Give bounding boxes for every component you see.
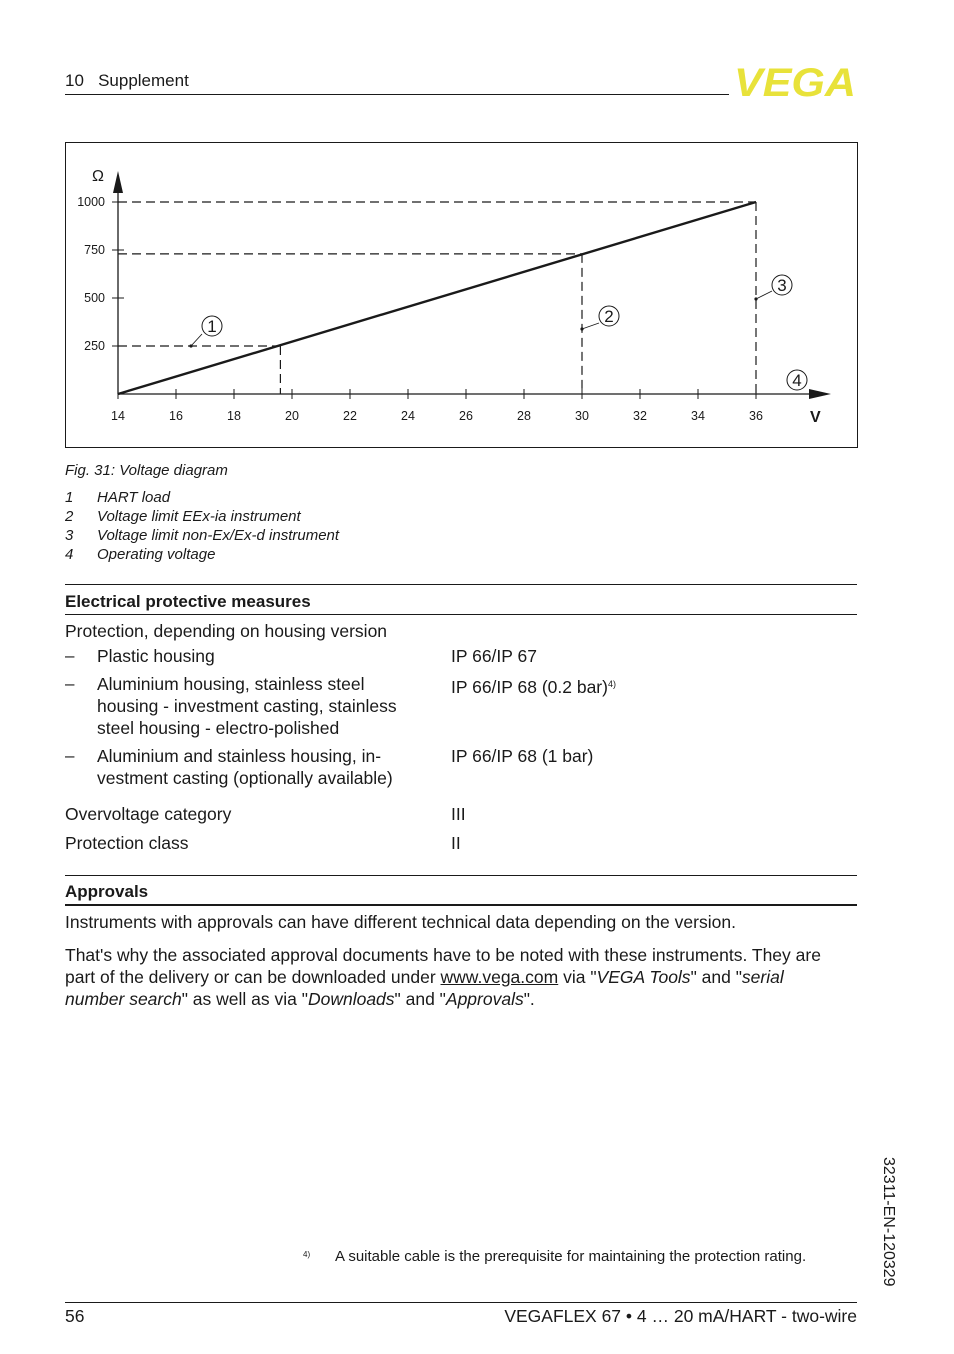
plastic-housing-label: Plastic housing: [97, 646, 215, 666]
dash-bullet: –: [65, 674, 75, 693]
footnote-text: A suitable cable is the prerequisite for maintaining the protection rating.: [335, 1248, 807, 1265]
approvals-paragraph-1: Instruments with approvals can have different technical data depending on the version.: [65, 912, 736, 932]
alu-ss-housing-label: Aluminium and stainless housing, in- vestment casting (optionally available): [97, 746, 393, 788]
x-tick-label: 32: [633, 409, 647, 423]
callout-label: 4: [792, 371, 802, 390]
protection-label: Protection, depending on housing version: [65, 621, 388, 641]
alu-housing-label: Aluminium housing, stainless steel housing - investment casting, stainless steel housing - electro-polished: [97, 674, 397, 738]
legend-item: 3 Voltage limit non-Ex/Ex-d instrument: [65, 527, 340, 544]
callout-dot: [580, 327, 583, 330]
callout-label: 2: [604, 307, 614, 326]
x-tick-label: 18: [227, 409, 241, 423]
footer-rule: [65, 1302, 857, 1303]
x-tick-label: 16: [169, 409, 183, 423]
load-line: [118, 202, 756, 394]
plastic-housing-value: IP 66/IP 67: [451, 646, 537, 666]
x-tick-label: 22: [343, 409, 357, 423]
x-axis-arrow: [809, 389, 831, 399]
document-number: 32311-EN-120329: [880, 1157, 897, 1287]
overvoltage-label: Overvoltage category: [65, 804, 232, 824]
protection-class-label: Protection class: [65, 833, 189, 853]
y-tick-label: 250: [84, 339, 105, 353]
x-tick-label: 20: [285, 409, 299, 423]
y-axis-label: Ω: [92, 168, 104, 185]
header-rule: [65, 94, 729, 95]
protection-class-value: II: [451, 833, 461, 853]
alu-ss-housing-value: IP 66/IP 68 (1 bar): [451, 746, 594, 766]
callout-label: 1: [207, 317, 217, 336]
page-number: 56: [65, 1306, 85, 1326]
y-tick-label: 500: [84, 291, 105, 305]
callout-dot: [754, 297, 757, 300]
voltage-chart: [66, 143, 856, 447]
approvals-title: Approvals: [65, 882, 149, 901]
section-rule: [65, 614, 857, 615]
legend-item: 1 HART load: [65, 489, 171, 506]
vega-logo: [733, 63, 858, 99]
x-tick-label: 36: [749, 409, 763, 423]
dash-bullet: –: [65, 746, 75, 765]
alu-housing-value: IP 66/IP 68 (0.2 bar)$^{4)}$: [451, 677, 616, 697]
callout-leader: [756, 291, 772, 299]
approvals-paragraph-2: That's why the associated approval documents have to be noted with these instruments. They are part of the delivery or can be downloaded under www.vega.com via "VEGA Tools" and "serial number search" as well as via "Downloads" and "Approvals".: [65, 945, 821, 1009]
y-axis-arrow: [113, 171, 123, 193]
dash-bullet: –: [65, 646, 75, 665]
section-heading: 10 Supplement: [65, 71, 189, 90]
section-rule: [65, 904, 857, 906]
callout-leader: [191, 334, 202, 346]
callout-label: 3: [777, 276, 787, 295]
figure-caption: Fig. 31: Voltage diagram: [65, 462, 228, 479]
product-name: VEGAFLEX 67 • 4 … 20 mA/HART - two-wire: [504, 1306, 857, 1326]
figure-legend: [65, 488, 339, 564]
vega-logo-text: VEGA: [734, 63, 856, 99]
footnote-ref: 4): [607, 679, 616, 689]
x-tick-label: 30: [575, 409, 589, 423]
legend-item: 2 Voltage limit EEx-ia instrument: [65, 508, 301, 525]
y-tick-label: 1000: [77, 195, 105, 209]
callout-leader: [582, 323, 599, 329]
electrical-title: Electrical protective measures: [65, 592, 311, 611]
x-axis-label: V: [810, 409, 821, 426]
x-tick-label: 28: [517, 409, 531, 423]
y-tick-label: 750: [84, 243, 105, 257]
x-tick-label: 34: [691, 409, 705, 423]
section-rule: [65, 584, 857, 585]
footnote-mark: 4): [303, 1250, 311, 1259]
x-tick-label: 24: [401, 409, 415, 423]
overvoltage-value: III: [451, 804, 466, 824]
x-tick-label: 14: [111, 409, 125, 423]
section-rule: [65, 875, 857, 876]
callout-dot: [189, 344, 192, 347]
vega-website-link[interactable]: www.vega.com: [440, 967, 559, 987]
x-tick-label: 26: [459, 409, 473, 423]
legend-item: 4 Operating voltage: [65, 546, 216, 563]
